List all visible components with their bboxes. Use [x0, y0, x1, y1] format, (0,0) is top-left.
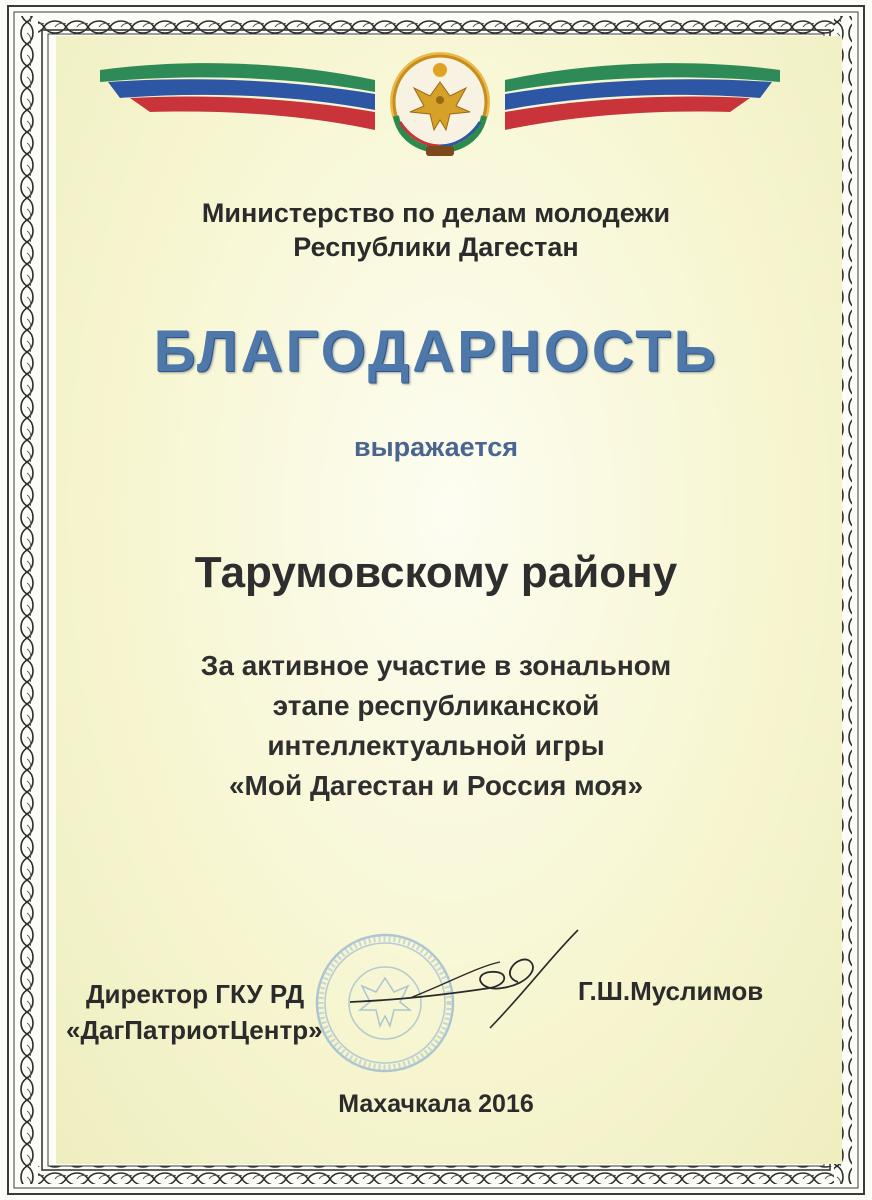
ministry-line-2: Республики Дагестан [293, 232, 579, 262]
signatory-name: Г.Ш.Муслимов [578, 976, 764, 1006]
reason-line-2: этапе республиканской [272, 690, 600, 721]
signatory-position-line-1: Директор ГКУ РД [86, 979, 305, 1009]
emblem-medallion [390, 52, 490, 156]
certificate-title: БЛАГОДАРНОСТЬ [153, 319, 719, 384]
recipient-name: Тарумовскому району [194, 548, 678, 597]
ministry-line-1: Министерство по делам молодежи [201, 198, 671, 228]
reason-line-4: «Мой Дагестан и Россия моя» [228, 770, 644, 801]
signatory-position [66, 976, 323, 1048]
reason-line-1: За активное участие в зональном [200, 650, 672, 681]
flag-ribbon-right [505, 63, 780, 130]
award-reason [0, 646, 872, 806]
place-and-year: Махачкала 2016 [338, 1090, 534, 1118]
signatory-position-line-2: «ДагПатриотЦентр» [66, 1015, 323, 1045]
flag-ribbon-left [100, 63, 375, 130]
issuer-ministry [0, 196, 872, 264]
expressed-label: выражается [354, 432, 518, 462]
reason-line-3: интеллектуальной игры [267, 730, 605, 761]
coat-of-arms-ribbon [100, 52, 780, 162]
handwritten-signature [340, 922, 590, 1032]
